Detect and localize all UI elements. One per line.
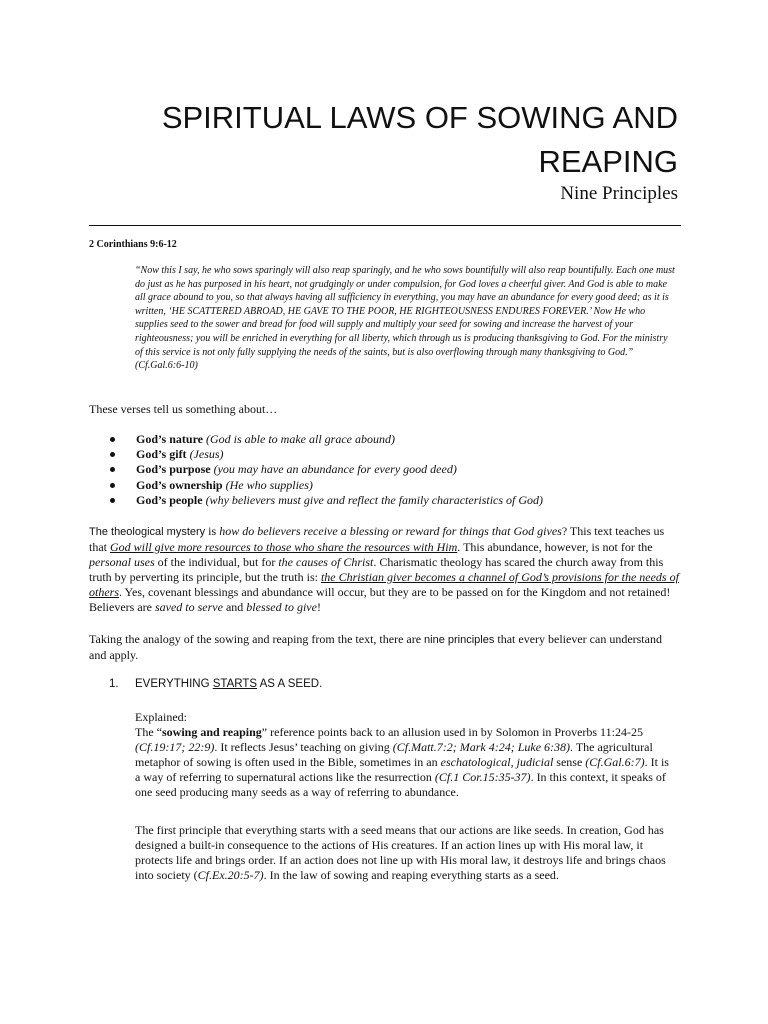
explained-label: Explained: bbox=[135, 710, 187, 724]
first-principle-paragraph: The first principle that everything starts with a seed means that our actions are like seeds. In creation, God has designed a built-in consequence to the actions of His creatures. If an action lines up with His moral law, it protects life and brings order. If an action does not line up with His moral law, it destroys life and brings chaos into society (Cf.Ex.20:5-7). In the law of sowing and reaping everything starts as a seed. bbox=[135, 823, 666, 882]
principle-1-heading: 1. EVERYTHING STARTS AS A SEED. bbox=[109, 678, 323, 690]
list-item: God’s people (why believers must give and reflect the family characteristics of God) bbox=[110, 493, 543, 508]
explained-section bbox=[135, 710, 675, 800]
list-item: God’s ownership (He who supplies) bbox=[110, 478, 543, 493]
bullet-icon bbox=[110, 467, 115, 472]
document-subtitle: Nine Principles bbox=[560, 183, 678, 204]
theological-mystery-paragraph: The theological mystery is how do believers receive a blessing or reward for things that God gives? This text teaches us that God will give more resources to those who share the resources with Him. This abundance, however, is not for the personal uses of the individual, but for the causes of Christ. Charismatic theology has scared the church away from this truth by perverting its principle, but the truth is: the Christian giver becomes a channel of God’s provisions for the needs of others. Yes, covenant blessings and abundance will occur, but they are to be passed on for the Kingdom and not retained! Believers are saved to serve and blessed to give! bbox=[89, 524, 679, 614]
bullet-icon bbox=[110, 483, 115, 488]
document-title bbox=[78, 96, 678, 184]
list-item: God’s gift (Jesus) bbox=[110, 447, 543, 462]
bullet-icon bbox=[110, 437, 115, 442]
bullet-icon bbox=[110, 452, 115, 457]
attributes-list bbox=[110, 432, 543, 508]
title-line-1: SPIRITUAL LAWS OF SOWING AND bbox=[161, 100, 678, 135]
bullet-icon bbox=[110, 498, 115, 503]
list-item: God’s purpose (you may have an abundance for every good deed) bbox=[110, 462, 543, 477]
title-divider bbox=[89, 225, 681, 226]
explained-paragraph: The “sowing and reaping” reference points back to an allusion used in by Solomon in Proverbs 11:24-25 (Cf.19:17; 22:9). It reflects Jesus’ teaching on giving (Cf.Matt.7:2; Mark 4:24; Luke 6:38). The agricultural metaphor of sowing is often used in the Bible, sometimes in an eschatological, judicial sense (Cf.Gal.6:7). It is a way of referring to supernatural actions like the resurrection (Cf.1 Cor.15:35-37). In this context, it speaks of one seed producing many seeds as a way of referring to abundance. bbox=[135, 725, 669, 799]
scripture-quote: “Now this I say, he who sows sparingly will also reap sparingly, and he who sows bountifully will also reap bountifully. Each one must do just as he has purposed in his heart, not grudgingly or under compulsion, for God loves a cheerful giver. And God is able to make all grace abound to you, so that always having all sufficiency in everything, you may have an abundance for every good deed; as it is written, ‘HE SCATTERED ABROAD, HE GAVE TO THE POOR, HE RIGHTEOUSNESS ENDURES FOREVER.’ Now He who supplies seed to the sower and bread for food will supply and multiply your seed for sowing and increase the harvest of your righteousness; you will be enriched in everything for all liberty, which through us is producing thanksgiving to God. For the ministry of this service is not only fully supplying the needs of the saints, but is also overflowing through many thanksgiving to God.” (Cf.Gal.6:6-10) bbox=[135, 265, 675, 372]
analogy-paragraph: Taking the analogy of the sowing and reaping from the text, there are nine principles that every believer can understand and apply. bbox=[89, 632, 662, 662]
title-line-2: REAPING bbox=[538, 144, 678, 179]
intro-text: These verses tell us something about… bbox=[89, 402, 278, 416]
list-item: God’s nature (God is able to make all grace abound) bbox=[110, 432, 543, 447]
scripture-reference: 2 Corinthians 9:6-12 bbox=[89, 239, 177, 250]
